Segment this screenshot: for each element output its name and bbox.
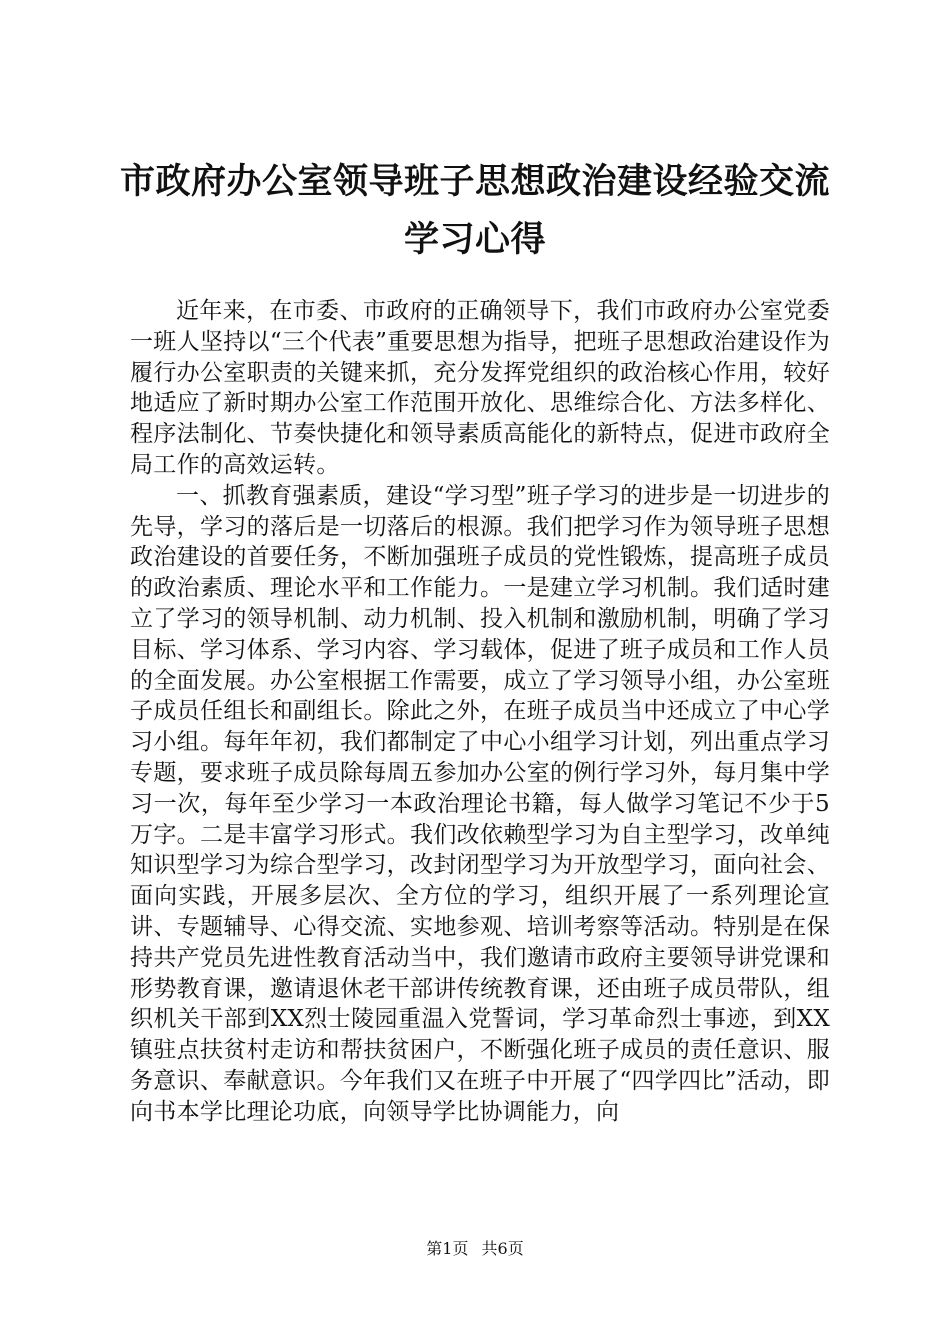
page-total: 共6页 [481,1239,524,1258]
document-title-line-1: 市政府办公室领导班子思想政治建设经验交流 [119,161,830,202]
page-footer [0,1238,950,1260]
page-number: 第1页 [426,1239,469,1258]
document-title-line-2: 学习心得 [403,219,546,260]
body-paragraph-1: 近年来，在市委、市政府的正确领导下，我们市政府办公室党委一班人坚持以“三个代表”重要思想为指导，把班子思想政治建设作为履行办公室职责的关键来抓，充分发挥党组织的政治核心作用，较好地适应了新时期办公室工作范围开放化、思维综合化、方法多样化、程序法制化、节奏快捷化和领导素质高能化的新特点，促进市政府全局工作的高效运转。 [130,298,830,478]
body-paragraph-2: 一、抓教育强素质，建设“学习型”班子学习的进步是一切进步的先导，学习的落后是一切落后的根源。我们把学习作为领导班子思想政治建设的首要任务，不断加强班子成员的党性锻炼，提高班子成员的政治素质、理论水平和工作能力。一是建立学习机制。我们适时建立了学习的领导机制、动力机制、投入机制和激励机制，明确了学习目标、学习体系、学习内容、学习载体，促进了班子成员和工作人员的全面发展。办公室根据工作需要，成立了学习领导小组，办公室班子成员任组长和副组长。除此之外，在班子成员当中还成立了中心学习小组。每年年初，我们都制定了中心小组学习计划，列出重点学习专题，要求班子成员除每周五参加办公室的例行学习外，每月集中学习一次，每年至少学习一本政治理论书籍，每人做学习笔记不少于5万字。二是丰富学习形式。我们改依赖型学习为自主型学习，改单纯知识型学习为综合型学习，改封闭型学习为开放型学习，面向社会、面向实践，开展多层次、全方位的学习，组织开展了一系列理论宣讲、专题辅导、心得交流、实地参观、培训考察等活动。特别是在保持共产党员先进性教育活动当中，我们邀请市政府主要领导讲党课和形势教育课，邀请退休老干部讲传统教育课，还由班子成员带队，组织机关干部到XX烈士陵园重温入党誓词，学习革命烈士事迹，到XX镇驻点扶贫村走访和帮扶贫困户，不断强化班子成员的责任意识、服务意识、奉献意识。今年我们又在班子中开展了“四学四比”活动，即向书本学比理论功底，向领导学比协调能力，向 [130,482,830,1125]
document-body [130,296,830,1128]
